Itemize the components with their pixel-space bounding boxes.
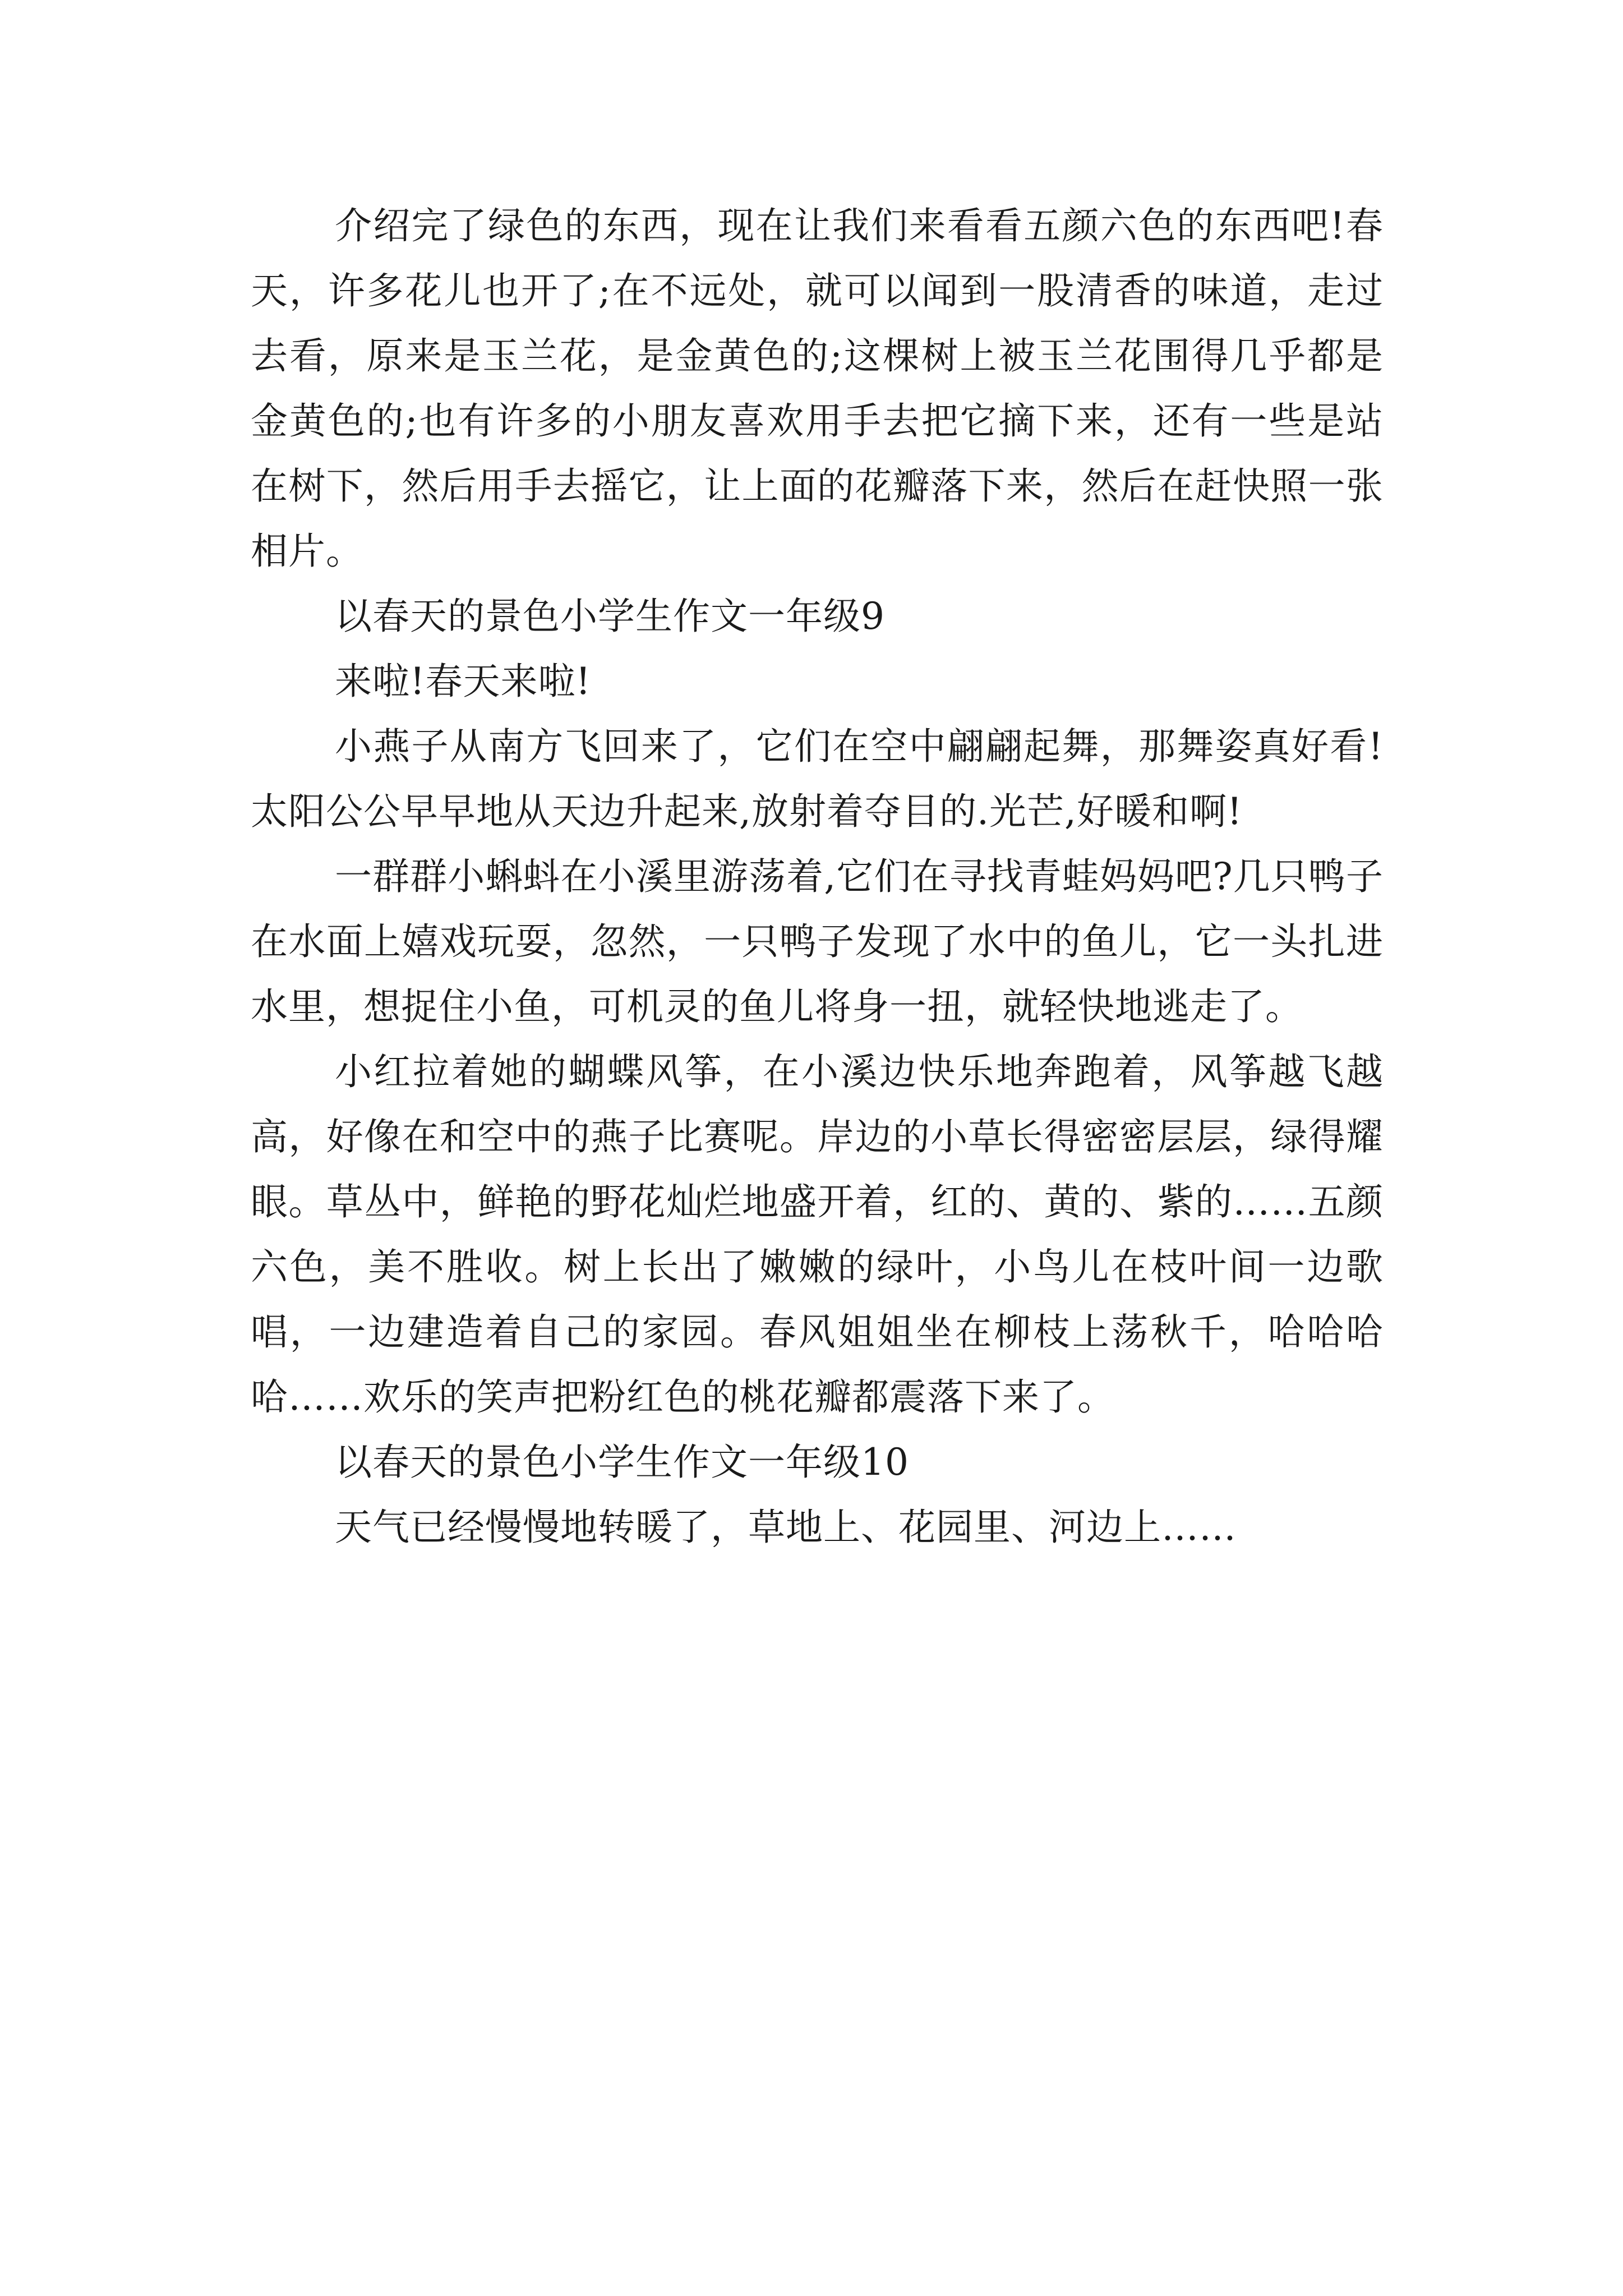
paragraph-intro-colors: 介绍完了绿色的东西，现在让我们来看看五颜六色的东西吧!春天，许多花儿也开了;在不远处，就可以闻到一股清香的味道，走过去看，原来是玉兰花，是金黄色的;这棵树上被玉兰花围得几乎都是金黄色的;也有许多的小朋友喜欢用手去把它摘下来，还有一些是站在树下，然后用手去摇它，让上面的花瓣落下来，然后在赶快照一张相片。 — [251, 204, 1384, 573]
essay-heading-9: 以春天的景色小学生作文一年级9 — [335, 595, 885, 638]
document-body — [251, 194, 1384, 1560]
paragraph-tadpoles: 一群群小蝌蚪在小溪里游荡着,它们在寻找青蛙妈妈吧?几只鸭子在水面上嬉戏玩耍，忽然，一只鸭子发现了水中的鱼儿，它一头扎进水里，想捉住小鱼，可机灵的鱼儿将身一扭，就轻快地逃走了。 — [251, 855, 1384, 1028]
essay-heading-10: 以春天的景色小学生作文一年级10 — [335, 1441, 909, 1484]
paragraph-swallows: 小燕子从南方飞回来了，它们在空中翩翩起舞，那舞姿真好看!太阳公公早早地从天边升起来,放射着夺目的.光芒,好暖和啊! — [251, 725, 1384, 833]
paragraph-weather-warming: 天气已经慢慢地转暖了，草地上、花园里、河边上…… — [335, 1506, 1237, 1549]
paragraph-spring-arrives: 来啦!春天来啦! — [335, 660, 592, 703]
paragraph-kite: 小红拉着她的蝴蝶风筝，在小溪边快乐地奔跑着，风筝越飞越高，好像在和空中的燕子比赛呢。岸边的小草长得密密层层，绿得耀眼。草丛中，鲜艳的野花灿烂地盛开着，红的、黄的、紫的……五颜六色，美不胜收。树上长出了嫩嫩的绿叶，小鸟儿在枝叶间一边歌唱，一边建造着自己的家园。春风姐姐坐在柳枝上荡秋千，哈哈哈哈……欢乐的笑声把粉红色的桃花瓣都震落下来了。 — [251, 1050, 1384, 1419]
